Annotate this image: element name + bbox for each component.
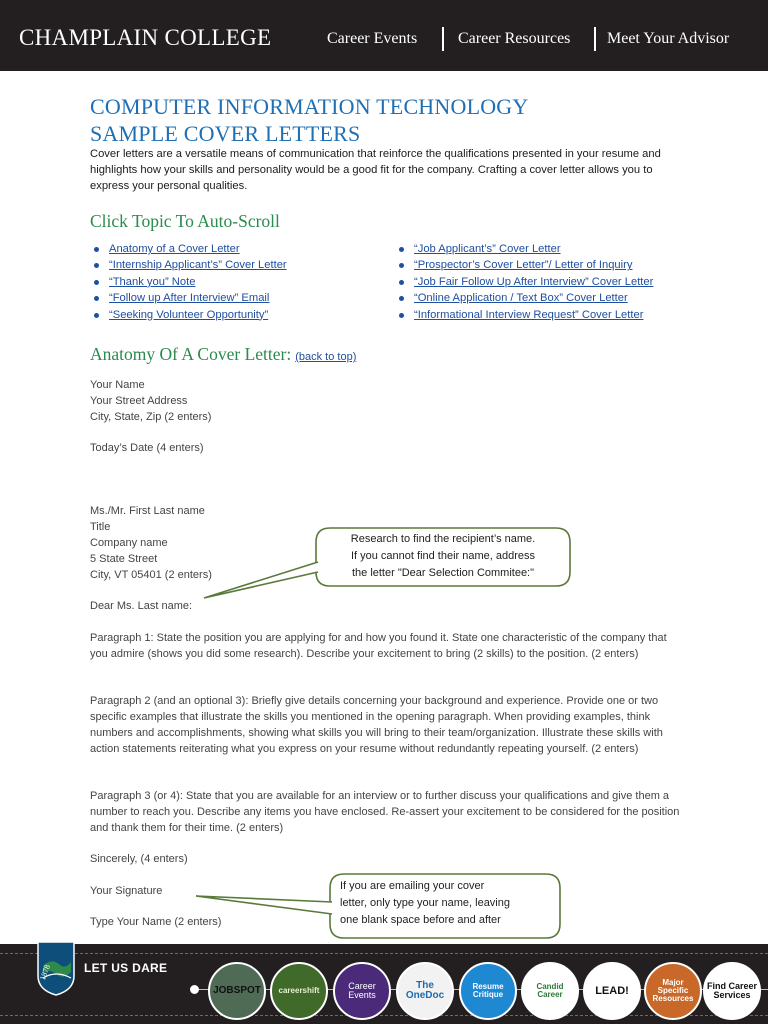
sender-city: City, State, Zip (2 enters) — [90, 411, 212, 423]
candid-career-badge[interactable] — [521, 962, 579, 1020]
jobspot-badge[interactable] — [208, 962, 266, 1020]
lead-badge[interactable] — [583, 962, 641, 1020]
recipient-company: Company name — [90, 537, 168, 549]
typed-name: Type Your Name (2 enters) — [90, 916, 222, 928]
topic-link-follow-up-email[interactable]: “Follow up After Interview” Email — [109, 292, 270, 305]
career-events-badge[interactable] — [333, 962, 391, 1020]
major-specific-resources-badge-label: Major Specific Resources — [652, 978, 694, 1003]
careershift-badge-label: careershift — [278, 986, 320, 995]
find-career-services-badge-label: Find Career Services — [706, 981, 757, 1000]
intro-paragraph: Cover letters are a versatile means of communication that reinforce the qualifications presented in your resume and highlights how your skills and personality would be a good fit for the company. Crafting a cover letter allows you to express your personal qualities. — [90, 148, 661, 192]
major-specific-resources-badge[interactable] — [644, 962, 702, 1020]
onedoc-badge-label: The OneDoc — [405, 980, 445, 1001]
recipient-title: Title — [90, 521, 111, 533]
salutation: Dear Ms. Last name: — [90, 600, 193, 612]
jobspot-badge-label: JOBSPOT — [213, 985, 261, 996]
recipient-callout-line: Research to find the recipient’s name. — [350, 533, 536, 545]
lead-badge-label: LEAD! — [595, 984, 629, 997]
shield-year: 1878 — [38, 963, 52, 982]
topic-link-job-applicant[interactable]: “Job Applicant’s” Cover Letter — [414, 243, 561, 255]
recipient-callout-pointer — [204, 562, 318, 598]
topic-link-online-application[interactable]: “Online Application / Text Box” Cover Letter — [414, 292, 628, 305]
nav-career-resources[interactable]: Career Resources — [458, 30, 571, 47]
page-title-line-1: COMPUTER INFORMATION TECHNOLOGY — [90, 94, 529, 119]
letter-date: Today’s Date (4 enters) — [90, 442, 204, 454]
sender-name: Your Name — [90, 379, 145, 391]
nav-career-events[interactable]: Career Events — [327, 30, 418, 47]
email-callout-pointer — [196, 896, 332, 914]
recipient-name: Ms./Mr. First Last name — [90, 505, 205, 517]
email-callout-line: If you are emailing your cover — [340, 880, 485, 892]
career-events-badge-label: Career Events — [348, 981, 376, 1000]
resume-critique-badge-label: Resume Critique — [472, 982, 504, 999]
footer-dashed-rule — [0, 953, 768, 954]
anatomy-heading-text: Anatomy Of A Cover Letter: — [90, 344, 292, 364]
sender-street: Your Street Address — [90, 395, 188, 407]
footer-motto: LET US DARE — [84, 961, 168, 975]
recipient-callout-line: If you cannot find their name, address — [350, 550, 536, 562]
paragraph-3: Paragraph 3 (or 4): State that you are available for an interview or to further discuss your qualifications and give them a number to reach you. Describe any items you have enclosed. Re-assert your excitement to be considered for the position and thank them for their time. (2 enters) — [90, 790, 680, 834]
recipient-street: 5 State Street — [90, 553, 158, 565]
footer-bar — [0, 944, 768, 1024]
email-callout-line: one blank space before and after — [340, 914, 501, 926]
topics-heading: Click Topic To Auto-Scroll — [90, 211, 280, 231]
recipient-callout — [322, 531, 564, 582]
back-to-top-link[interactable]: (back to top) — [295, 351, 357, 363]
resume-critique-badge[interactable] — [459, 962, 517, 1020]
paragraph-1: Paragraph 1: State the position you are applying for and how you found it. State one characteristic of the company that you admire (shows you did some research). Describe your excitement to bring (2 skills) to the position. (2 enters) — [90, 632, 667, 660]
signature: Your Signature — [90, 885, 163, 897]
recipient-city: City, VT 05401 (2 enters) — [90, 569, 212, 581]
topic-link-anatomy[interactable]: Anatomy of a Cover Letter — [109, 243, 240, 255]
candid-career-badge-label: Candid Career — [536, 982, 564, 999]
topic-link-internship[interactable]: “Internship Applicant’s” Cover Letter — [109, 259, 287, 272]
email-callout-line: letter, only type your name, leaving — [340, 897, 510, 909]
topic-link-thank-you[interactable]: “Thank you” Note — [109, 275, 196, 288]
onedoc-badge[interactable] — [396, 962, 454, 1020]
closing: Sincerely, (4 enters) — [90, 853, 188, 865]
connector-dot — [190, 985, 199, 994]
find-career-services-badge[interactable] — [703, 962, 761, 1020]
nav-meet-your-advisor[interactable]: Meet Your Advisor — [607, 30, 730, 47]
topic-link-informational-interview[interactable]: “Informational Interview Request” Cover Letter — [414, 308, 644, 321]
college-logo-text[interactable]: CHAMPLAIN COLLEGE — [19, 25, 272, 50]
footer-dashed-rule — [0, 1015, 768, 1016]
paragraph-2: Paragraph 2 (and an optional 3): Briefly give details concerning your background and experience. Provide one or two specific examples that illustrate the skills you mentioned in the opening paragraph. When providing examples, think numbers and accomplishments, showing what skills you will bring to their team/organization. Illustrate these skills with action statements reiterating what you express on your resume without redundantly repeating yourself. (2 enters) — [90, 695, 663, 755]
topic-link-volunteer[interactable]: “Seeking Volunteer Opportunity” — [109, 308, 269, 321]
recipient-callout-line: the letter "Dear Selection Commitee:" — [351, 567, 535, 579]
topic-link-job-fair[interactable]: “Job Fair Follow Up After Interview” Cover Letter — [414, 275, 654, 288]
email-callout — [340, 878, 554, 929]
page-title-line-2: SAMPLE COVER LETTERS — [90, 121, 361, 146]
careershift-badge[interactable] — [270, 962, 328, 1020]
topic-link-prospector[interactable]: “Prospector’s Cover Letter”/ Letter of Inquiry — [414, 259, 633, 272]
